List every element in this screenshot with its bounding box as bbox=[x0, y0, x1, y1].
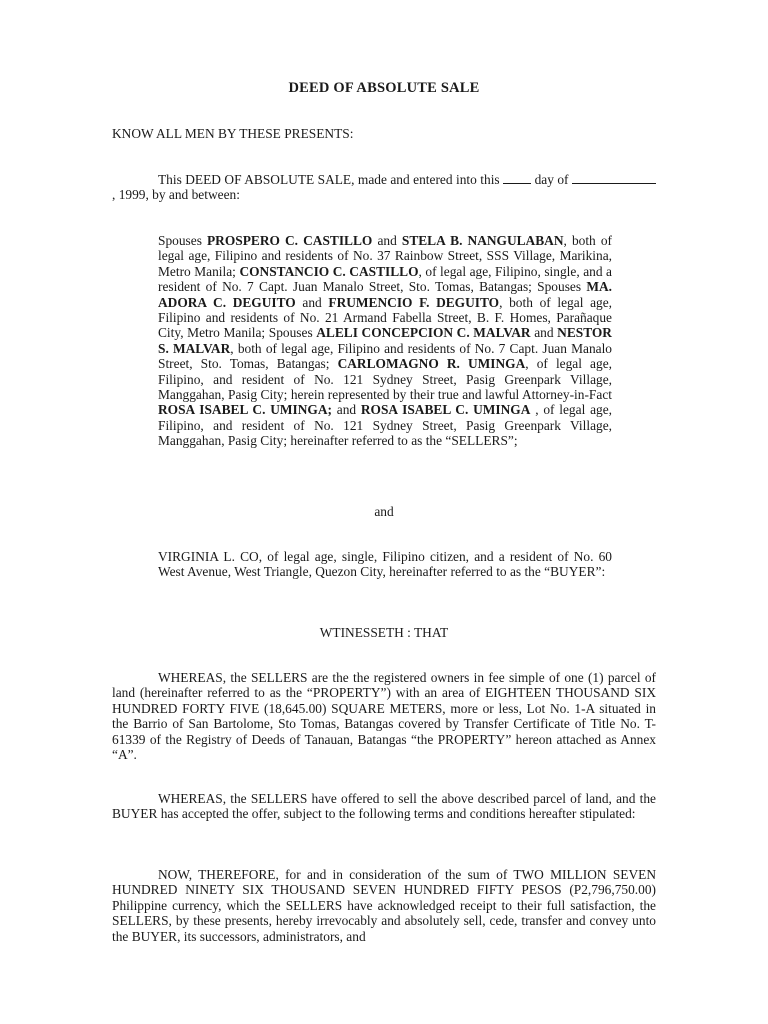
party-name: MA. ADORA C. DEGUITO bbox=[158, 279, 612, 310]
sellers-text: , both of legal age, Filipino and residents of No. 37 Rainbow Street, SSS Village, Marikina, Metro Manila; bbox=[158, 233, 613, 279]
witnesseth-heading: WTINESSETH : THAT bbox=[319, 625, 449, 640]
intro-text-2: day of bbox=[534, 172, 569, 187]
sellers-text: and bbox=[331, 402, 361, 418]
party-name: ROSA ISABEL C. UMINGA bbox=[360, 402, 531, 418]
whereas-paragraph-2: WHEREAS, the SELLERS have offered to sell the above described parcel of land, and the BUYER has accepted the offer, subject to the following terms and conditions hereafter stipulated: bbox=[112, 791, 656, 822]
intro-paragraph bbox=[112, 172, 656, 203]
sellers-text: , both of legal age, Filipino and residents of No. 21 Armand Fabella Street, B. F. Homes, Parañaque City, Metro Manila; Spouses bbox=[158, 294, 613, 341]
now-therefore-paragraph: NOW, THEREFORE, for and in consideration of the sum of TWO MILLION SEVEN HUNDRED NINETY SIX THOUSAND SEVEN HUNDRED FIFTY PESOS (P2,796,750.00) Philippine currency, which the SELLERS have acknowledged receipt to their full satisfaction, the SELLERS, by these presents, hereby irrevocably and absolutely sell, cede, transfer and convey unto the BUYER, its successors, administrators, and bbox=[112, 867, 656, 944]
party-name: ROSA ISABEL C. UMINGA; bbox=[158, 402, 332, 418]
sellers-text: and bbox=[530, 325, 558, 341]
month-blank bbox=[572, 172, 656, 184]
intro-text-1: This DEED OF ABSOLUTE SALE, made and entered into this bbox=[158, 172, 500, 187]
sellers-text: , of legal age, Filipino, and resident of No. 121 Sydney Street, Pasig Greenpark Village, Manggahan, Pasig City; hereinafter referred to as the “SELLERS”; bbox=[158, 402, 613, 449]
whereas-paragraph-1: WHEREAS, the SELLERS are the the registered owners in fee simple of one (1) parcel of land (hereinafter referred to as the “PROPERTY”) with an area of EIGHTEEN THOUSAND SIX HUNDRED FORTY FIVE (18,645.00) SQUARE METERS, more or less, Lot No. 1-A situated in the Barrio of San Bartolome, Sto Tomas, Batangas covered by Transfer Certificate of Title No. T-61339 of the Registry of Deeds of Tanauan, Batangas “the PROPERTY” hereon attached as Annex “A”. bbox=[112, 670, 656, 763]
buyer-paragraph: VIRGINIA L. CO, of legal age, single, Filipino citizen, and a resident of No. 60 West Avenue, West Triangle, Quezon City, hereinafter referred to as the “BUYER”: bbox=[158, 549, 612, 580]
sellers-text: and bbox=[372, 233, 402, 248]
party-name: FRUMENCIO F. DEGUITO bbox=[328, 294, 500, 310]
sellers-text: , of legal age, Filipino, single, and a resident of No. 7 Capt. Juan Manalo Street, Sto. Tomas, Batangas; Spouses bbox=[158, 263, 613, 295]
and-separator: and bbox=[374, 504, 394, 519]
sellers-paragraph bbox=[158, 233, 612, 449]
party-name: NESTOR S. MALVAR bbox=[158, 325, 612, 356]
party-name: ALELI CONCEPCION C. MALVAR bbox=[316, 325, 531, 341]
party-name: STELA B. NANGULABAN bbox=[401, 233, 564, 248]
party-name: CONSTANCIO C. CASTILLO bbox=[239, 263, 419, 279]
intro-text-3: , 1999, by and between: bbox=[112, 187, 240, 203]
sellers-text: , of legal age, Filipino, and resident of No. 121 Sydney Street, Pasig Greenpark Village, Manggahan, Pasig City; herein represented by their true and lawful Attorney-in-Fact bbox=[158, 356, 612, 403]
preamble: KNOW ALL MEN BY THESE PRESENTS: bbox=[112, 126, 354, 141]
sellers-text: and bbox=[295, 294, 329, 310]
party-name: PROSPERO C. CASTILLO bbox=[207, 233, 373, 248]
day-blank bbox=[503, 172, 531, 184]
sellers-text: , both of legal age, Filipino and residents of No. 7 Capt. Juan Manalo Street, Sto. Tomas, Batangas; bbox=[158, 340, 613, 372]
party-name: CARLOMAGNO R. UMINGA bbox=[337, 356, 526, 372]
document-title: DEED OF ABSOLUTE SALE bbox=[288, 80, 480, 96]
sellers-text: Spouses bbox=[158, 233, 207, 248]
